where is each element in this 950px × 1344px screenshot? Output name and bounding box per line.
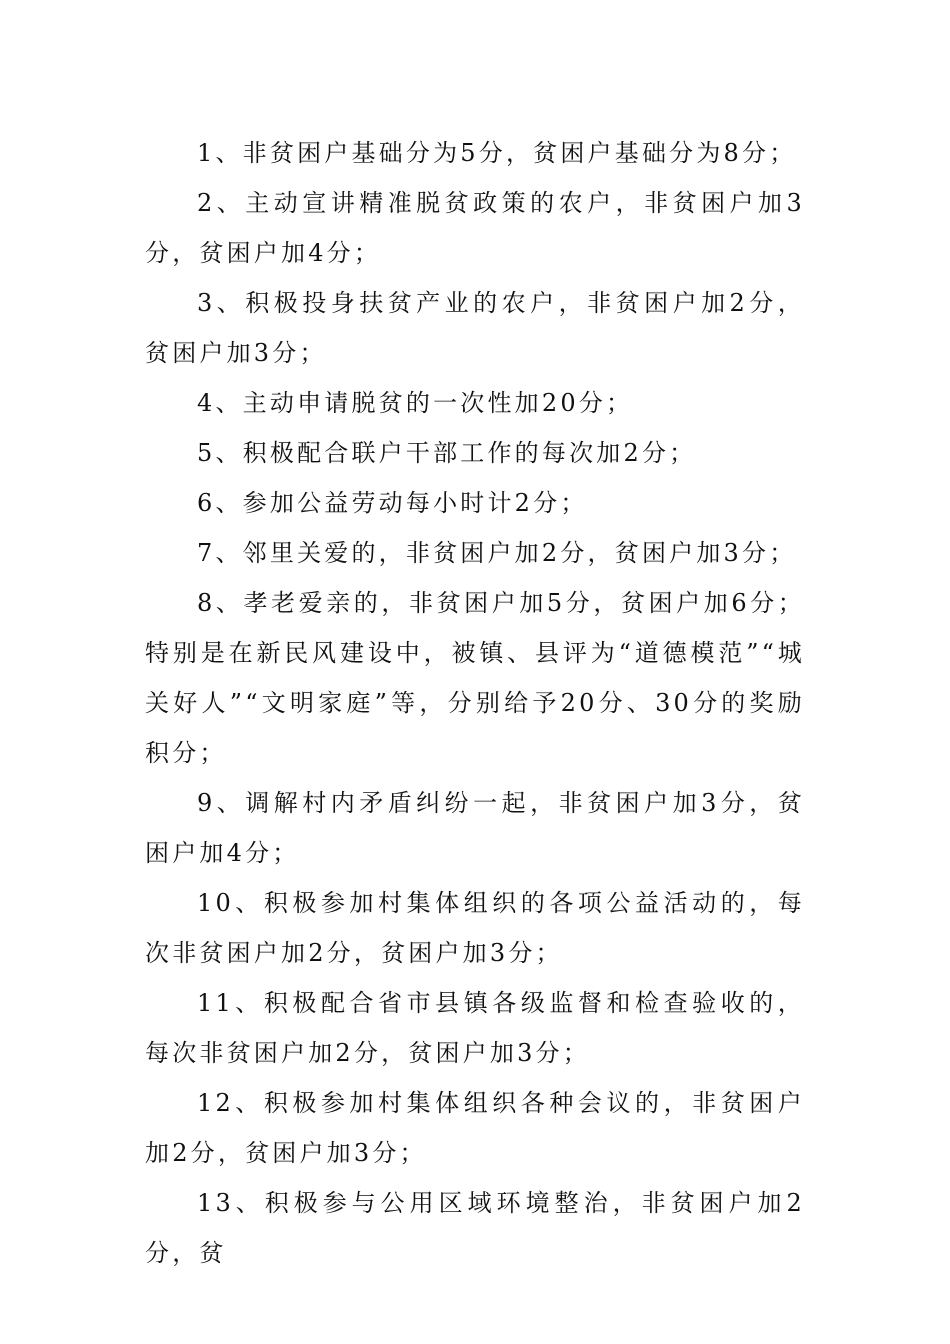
rule-item-9: 9、调解村内矛盾纠纷一起，非贫困户加3分，贫困户加4分； bbox=[145, 789, 805, 867]
rule-item-8: 8、孝老爱亲的，非贫困户加5分，贫困户加6分；特别是在新民风建设中，被镇、县评为“道德模范”“城关好人”“文明家庭”等，分别给予20分、30分的奖励积分； bbox=[145, 589, 805, 767]
rule-item-3: 3、积极投身扶贫产业的农户，非贫困户加2分，贫困户加3分； bbox=[145, 289, 805, 367]
document-page bbox=[145, 128, 805, 1278]
rule-item-12: 12、积极参加村集体组织各种会议的，非贫困户加2分，贫困户加3分； bbox=[145, 1089, 805, 1167]
rule-item-13: 13、积极参与公用区域环境整治，非贫困户加2分，贫 bbox=[145, 1189, 805, 1267]
rule-item-1: 1、非贫困户基础分为5分，贫困户基础分为8分； bbox=[197, 139, 797, 167]
rule-item-2: 2、主动宣讲精准脱贫政策的农户，非贫困户加3分，贫困户加4分； bbox=[145, 189, 805, 267]
rule-item-5: 5、积极配合联户干部工作的每次加2分； bbox=[197, 439, 697, 467]
rule-item-11: 11、积极配合省市县镇各级监督和检查验收的，每次非贫困户加2分，贫困户加3分； bbox=[145, 989, 805, 1067]
rule-item-6: 6、参加公益劳动每小时计2分； bbox=[197, 489, 588, 517]
rule-item-4: 4、主动申请脱贫的一次性加20分； bbox=[197, 389, 634, 417]
rule-item-7: 7、邻里关爱的，非贫困户加2分，贫困户加3分； bbox=[197, 539, 797, 567]
rule-item-10: 10、积极参加村集体组织的各项公益活动的，每次非贫困户加2分，贫困户加3分； bbox=[145, 889, 805, 967]
